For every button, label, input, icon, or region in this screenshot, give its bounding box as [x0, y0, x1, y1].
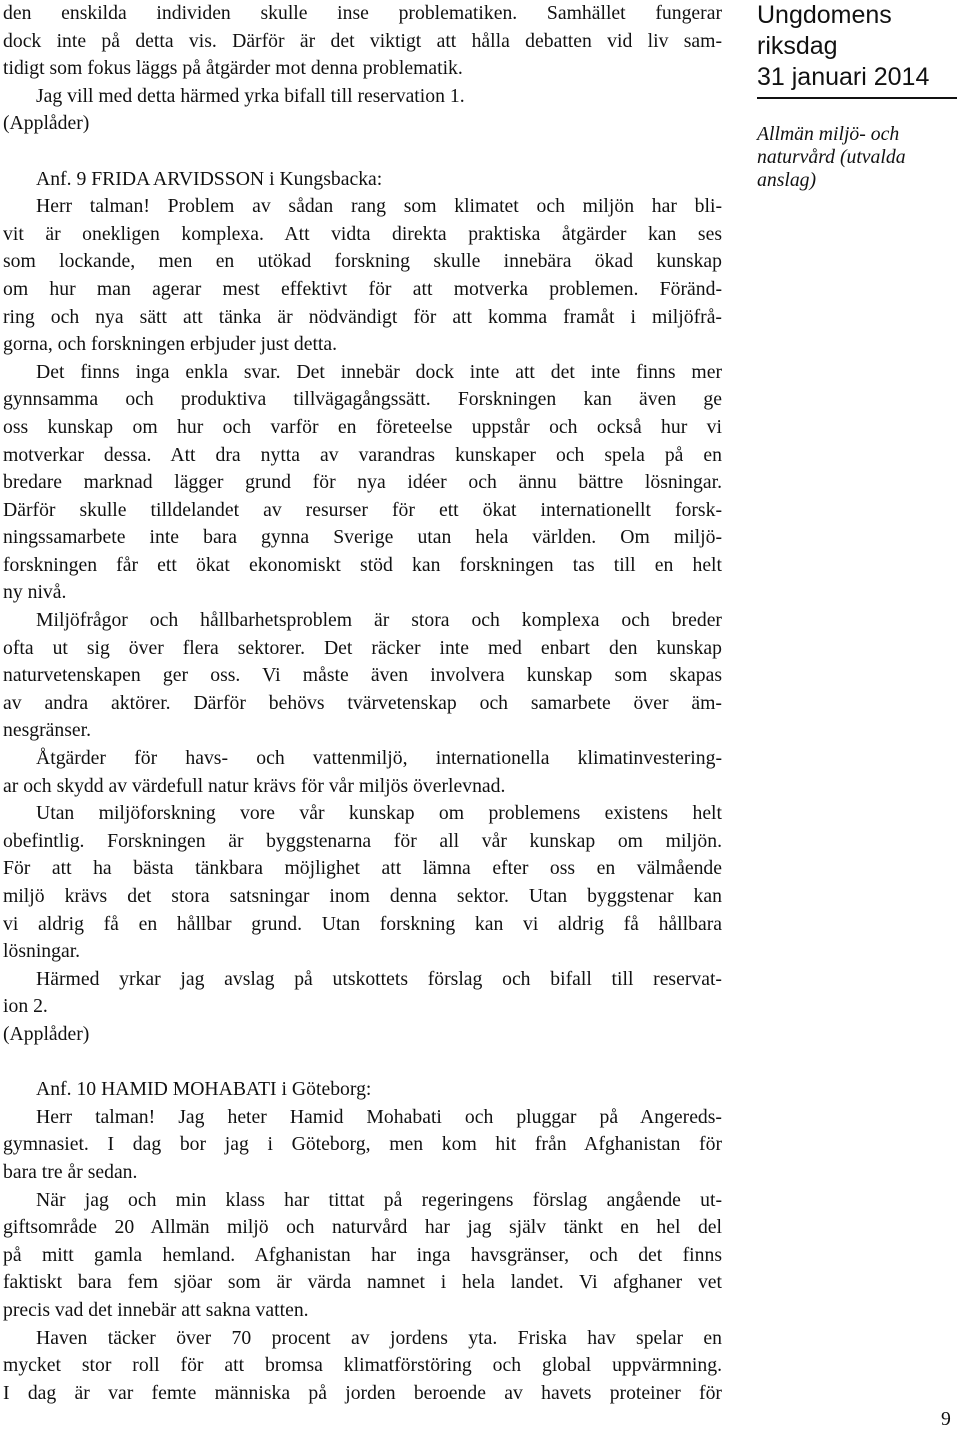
- text-line: mycket stor roll för att bromsa klimatförstöring och global uppvärmning.: [3, 1354, 722, 1377]
- text-line: lösningar.: [3, 940, 81, 963]
- paragraph: [3, 1076, 722, 1186]
- text-line: (Applåder): [3, 1022, 90, 1045]
- text-line: tidigt som fokus läggs på åtgärder mot denna problematik.: [3, 57, 463, 80]
- paragraph: [3, 1325, 722, 1408]
- paragraph: [3, 110, 722, 138]
- text-line: I dag är var femte människa på jorden beroende av havets proteiner för: [3, 1381, 722, 1404]
- text-line: Därför skulle tilldelandet av resurser för ett ökat internationellt forsk-: [3, 498, 722, 521]
- text-line: vi aldrig få en hållbar grund. Utan forskning kan vi aldrig få hållbara: [3, 912, 722, 935]
- text-line: gynnsamma och produktiva tillvägagångssätt. Forskningen kan även ge: [3, 388, 722, 411]
- text-line: Härmed yrkar jag avslag på utskottets förslag och bifall till reservat-: [36, 967, 722, 990]
- text-line: Miljöfrågor och hållbarhetsproblem är stora och komplexa och breder: [36, 609, 722, 632]
- paragraph: [3, 0, 722, 83]
- text-line: Anf. 9 FRIDA ARVIDSSON i Kungsbacka:: [36, 167, 383, 190]
- text-line: Herr talman! Problem av sådan rang som klimatet och miljön har bli-: [36, 195, 722, 218]
- text-line: gymnasiet. I dag bor jag i Göteborg, men kom hit från Afghanistan för: [3, 1133, 722, 1156]
- text-line: giftsområde 20 Allmän miljö och naturvård har jag själv tänkt en hel del: [3, 1216, 722, 1239]
- text-line: på mitt gamla hemland. Afghanistan har inga havsgränser, och det finns: [3, 1243, 722, 1266]
- paragraph: [3, 1187, 722, 1325]
- text-line: bara tre år sedan.: [3, 1160, 138, 1183]
- sidebar-subtitle-line: Allmän miljö- och: [757, 123, 900, 145]
- sidebar-rule: [757, 97, 957, 99]
- speech-text: [3, 0, 722, 1407]
- text-line: obefintlig. Forskningen är byggstenarna för all vår kunskap om miljön.: [3, 829, 722, 852]
- text-line: ion 2.: [3, 995, 48, 1018]
- sidebar-subtitle: [757, 123, 957, 192]
- sidebar-subtitle-line: naturvård (utvalda: [757, 146, 906, 168]
- paragraph-gap: [3, 1049, 722, 1077]
- text-line: ny nivå.: [3, 581, 67, 604]
- text-line: gorna, och forskningen erbjuder just detta.: [3, 333, 338, 356]
- text-line: (Applåder): [3, 112, 90, 135]
- text-line: ring och nya sätt att tänka är nödvändigt för att komma framåt i miljöfrå-: [3, 305, 722, 328]
- sidebar-title-line: Ungdomens: [757, 1, 892, 29]
- text-line: Utan miljöforskning vore vår kunskap om problemens existens helt: [36, 802, 722, 825]
- text-line: bredare marknad lägger grund för nya idéer och ännu bättre lösningar.: [3, 471, 722, 494]
- sidebar: [757, 0, 957, 192]
- sidebar-date: 31 januari 2014: [757, 63, 930, 91]
- text-line: miljö krävs det stora satsningar inom denna sektor. Utan byggstenar kan: [3, 885, 722, 907]
- paragraph: [3, 607, 722, 745]
- text-line: precis vad det innebär att sakna vatten.: [3, 1298, 309, 1321]
- text-line: ningssamarbete inte bara gynna Sverige utan hela världen. Om miljö-: [3, 526, 722, 549]
- sidebar-subtitle-line: anslag): [757, 169, 817, 191]
- text-line: oss kunskap om hur och varför en företeelse uppstår och också hur vi: [3, 415, 722, 438]
- text-line: naturvetenskapen ger oss. Vi måste även involvera kunskap som skapas: [3, 664, 722, 687]
- paragraph: [3, 1021, 722, 1049]
- paragraph: [3, 359, 722, 607]
- paragraph: [3, 966, 722, 1021]
- text-line: dock inte på detta vis. Därför är det viktigt att hålla debatten vid liv sam-: [3, 29, 722, 52]
- text-line: nesgränser.: [3, 719, 92, 742]
- text-line: den enskilda individen skulle inse problematiken. Samhället fungerar: [3, 2, 722, 24]
- text-line: om hur man agerar mest effektivt för att motverka problemen. Föränd-: [3, 277, 722, 300]
- text-line: faktiskt bara fem sjöar som är värda namnet i hela landet. Vi afghaner vet: [3, 1271, 722, 1294]
- paragraph: [3, 83, 722, 111]
- text-line: För att ha bästa tänkbara möjlighet att lämna efter oss en välmående: [3, 857, 722, 880]
- text-line: ar och skydd av värdefull natur krävs för vår miljös överlevnad.: [3, 774, 506, 797]
- text-line: vit är onekligen komplexa. Att vidta direkta praktiska åtgärder kan ses: [3, 222, 722, 245]
- paragraph: [3, 745, 722, 800]
- text-line: Anf. 10 HAMID MOHABATI i Göteborg:: [36, 1078, 372, 1101]
- paragraph-gap: [3, 138, 722, 166]
- text-line: som lockande, men en utökad forskning skulle innebära ökad kunskap: [3, 250, 722, 273]
- text-line: forskningen får ett ökat ekonomiskt stöd kan forskningen tas till en helt: [3, 553, 722, 576]
- text-line: av andra aktörer. Därför behövs tvärvetenskap och samarbete över äm-: [3, 691, 722, 714]
- text-line: Det finns inga enkla svar. Det innebär dock inte att det inte finns mer: [36, 360, 722, 383]
- sidebar-title-line: riksdag: [757, 32, 838, 60]
- text-line: När jag och min klass har tittat på regeringens förslag angående ut-: [36, 1188, 722, 1211]
- text-line: ofta ut sig över flera sektorer. Det räcker inte med enbart den kunskap: [3, 636, 722, 659]
- text-line: Herr talman! Jag heter Hamid Mohabati och pluggar på Angereds-: [36, 1105, 722, 1128]
- paragraph: [3, 800, 722, 966]
- text-line: Åtgärder för havs- och vattenmiljö, internationella klimatinvestering-: [36, 747, 722, 770]
- text-line: motverkar dessa. Att dra nytta av varandras kunskaper och spela på en: [3, 443, 722, 466]
- page-number: 9: [941, 1408, 951, 1430]
- paragraph: [3, 166, 722, 359]
- text-line: Jag vill med detta härmed yrka bifall till reservation 1.: [36, 84, 465, 107]
- sidebar-title: [757, 0, 957, 93]
- text-line: Haven täcker över 70 procent av jordens yta. Friska hav spelar en: [36, 1326, 722, 1349]
